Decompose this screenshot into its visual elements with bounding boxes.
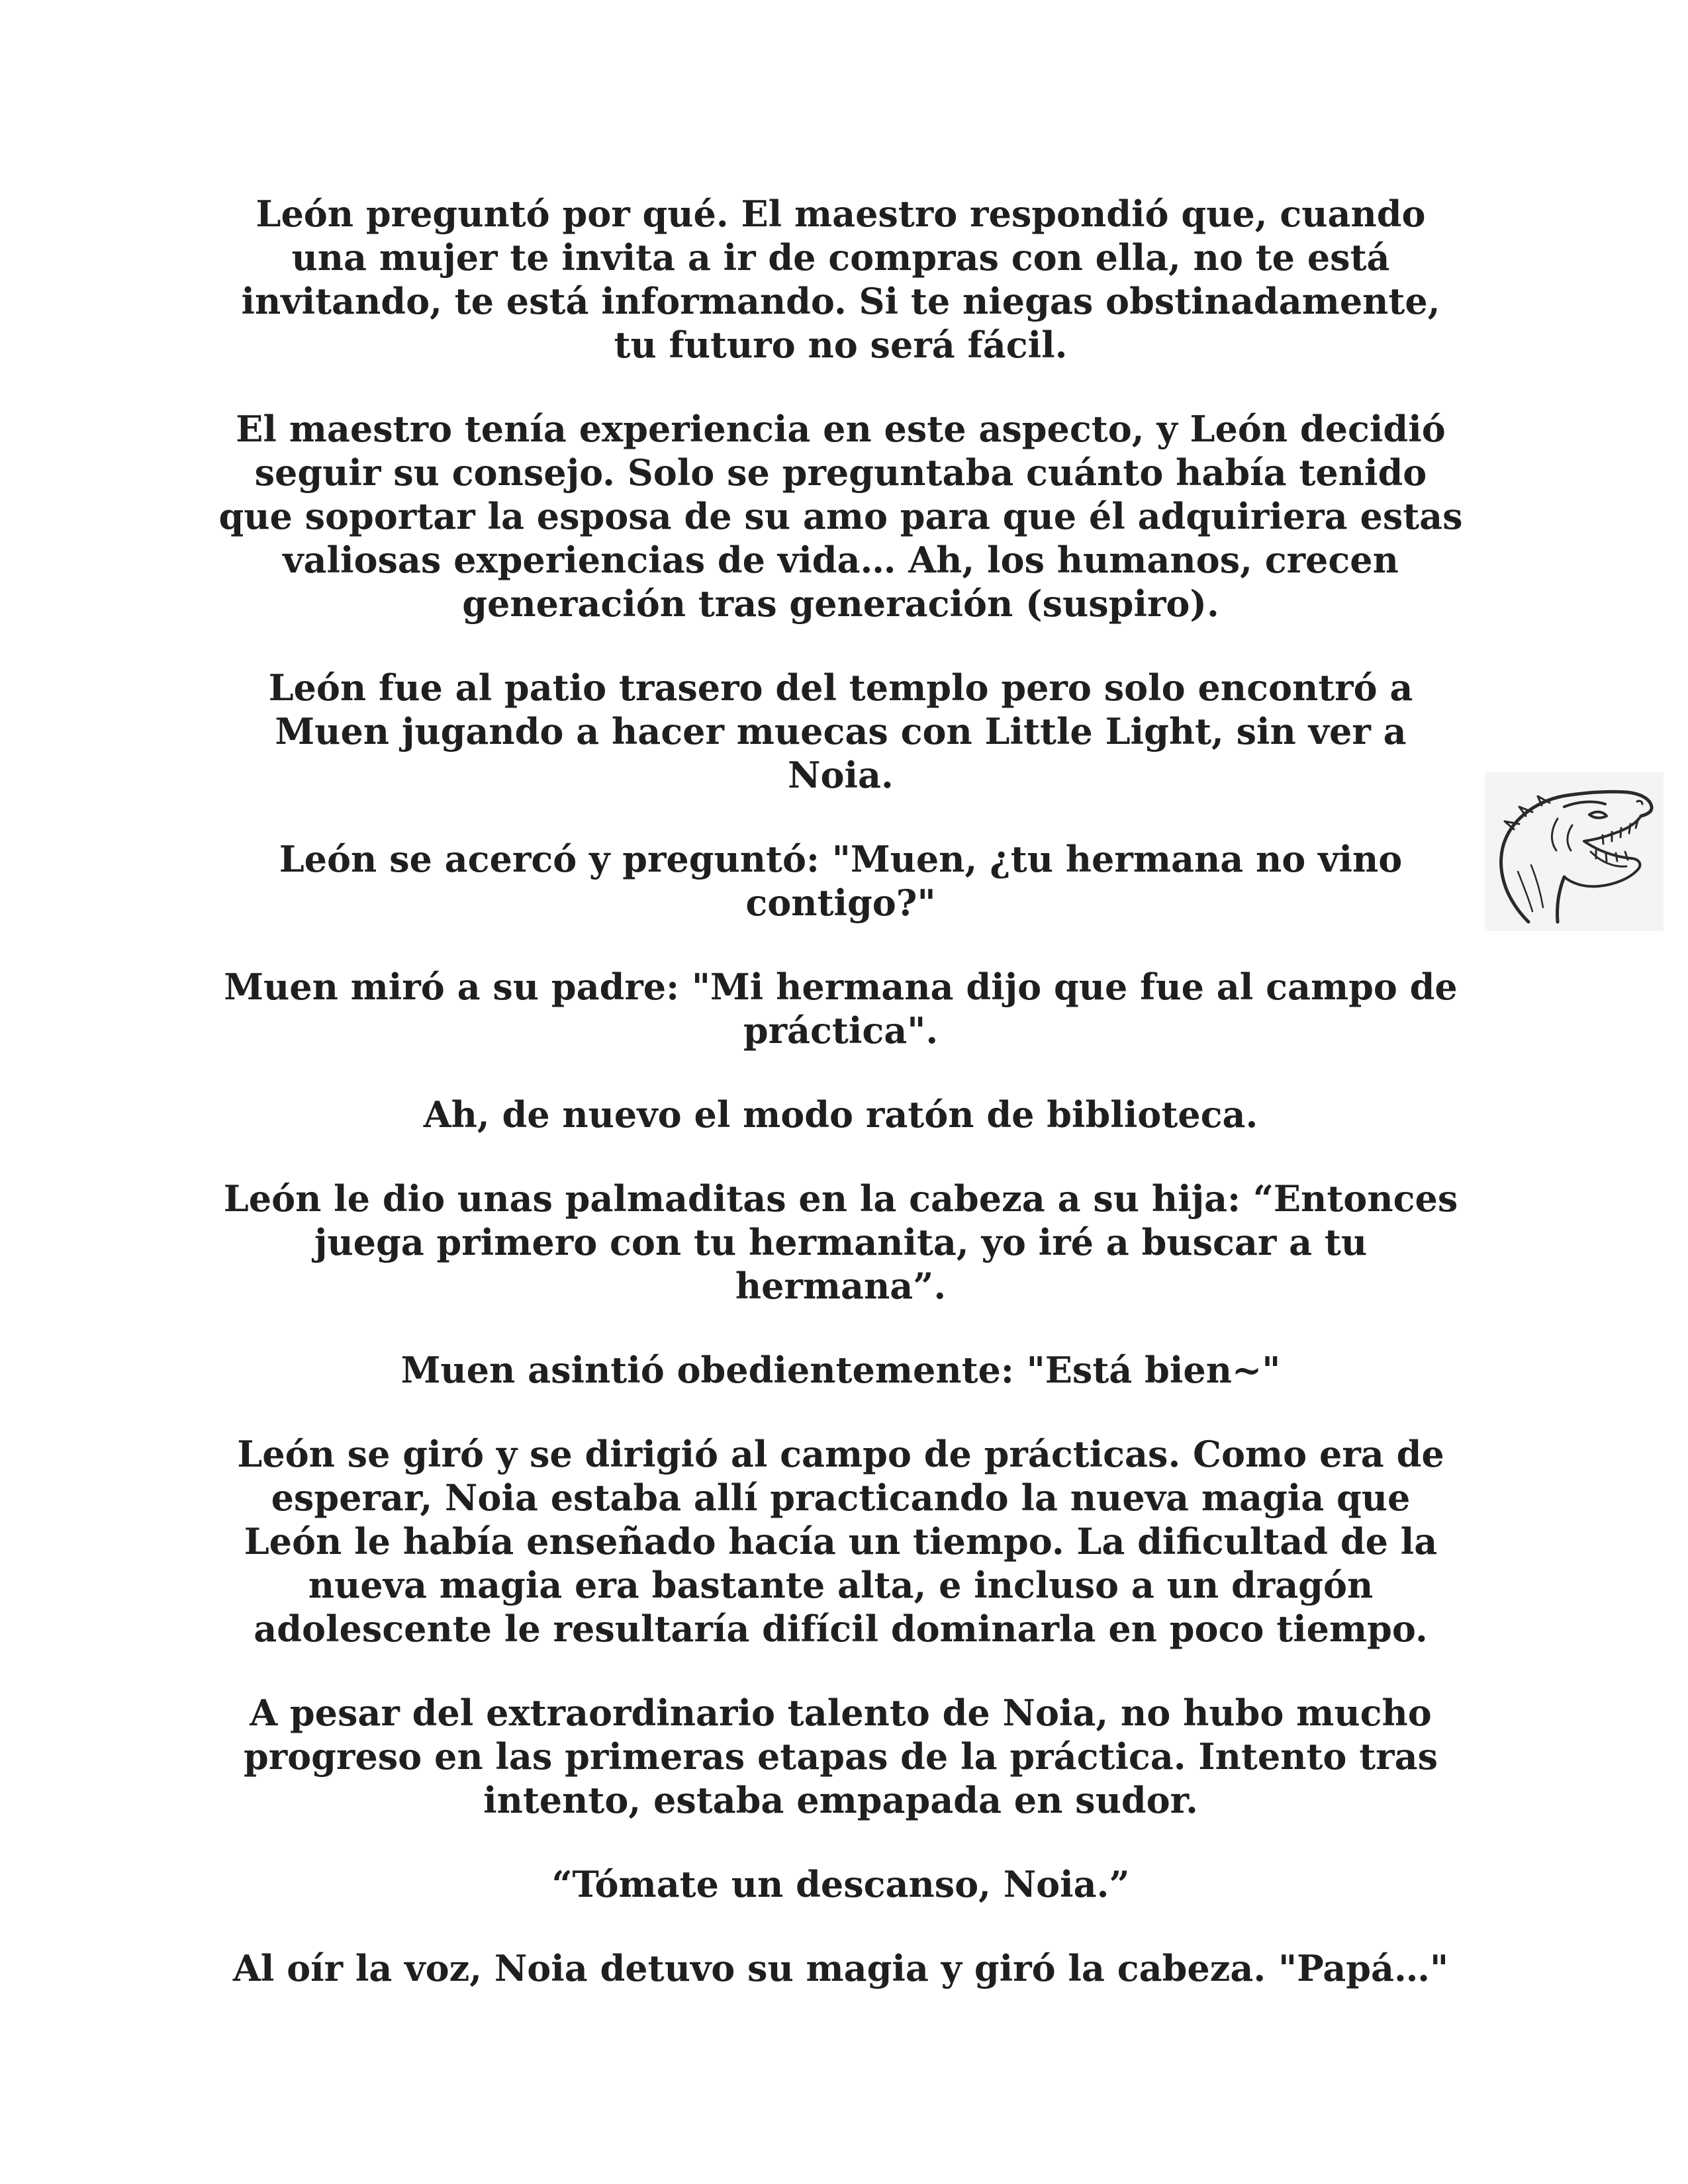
paragraph-12: Al oír la voz, Noia detuvo su magia y giró la cabeza. "Papá…" bbox=[232, 1947, 1449, 1989]
paragraph-2: El maestro tenía experiencia en este aspecto, y León decidió seguir su consejo. Solo se preguntaba cuánto había tenido que soportar la esposa de su amo para que él adquiriera estas valiosas experiencias de vida… Ah, los humanos, crecen generación tras generación (suspiro). bbox=[218, 408, 1463, 625]
paragraph-10: A pesar del extraordinario talento de Noia, no hubo mucho progreso en las primeras etapas de la práctica. Intento tras intento, estaba empapada en sudor. bbox=[243, 1692, 1438, 1821]
paragraph-9: León se giró y se dirigió al campo de prácticas. Como era de esperar, Noia estaba allí practicando la nueva magia que León le había enseñado hacía un tiempo. La dificultad de la nueva magia era bastante alta, e incluso a un dragón adolescente le resultaría difícil dominarla en poco tiempo. bbox=[237, 1433, 1444, 1650]
paragraph-8: Muen asintió obedientemente: "Está bien~" bbox=[400, 1349, 1281, 1391]
dragon-head-sketch-icon bbox=[1485, 772, 1664, 931]
paragraph-4: León se acercó y preguntó: "Muen, ¿tu hermana no vino contigo?" bbox=[279, 838, 1403, 924]
body-text bbox=[218, 192, 1463, 1990]
paragraph-3: León fue al patio trasero del templo pero solo encontró a Muen jugando a hacer muecas con Little Light, sin ver a Noia. bbox=[268, 666, 1413, 796]
paragraph-6: Ah, de nuevo el modo ratón de biblioteca. bbox=[423, 1093, 1258, 1136]
paragraph-11: “Tómate un descanso, Noia.” bbox=[551, 1863, 1130, 1905]
paragraph-1: León preguntó por qué. El maestro respondió que, cuando una mujer te invita a ir de compras con ella, no te está invitando, te está informando. Si te niegas obstinadamente, tu futuro no será fácil. bbox=[241, 193, 1440, 366]
paragraph-5: Muen miró a su padre: "Mi hermana dijo que fue al campo de práctica". bbox=[224, 966, 1458, 1052]
paragraph-7: León le dio unas palmaditas en la cabeza a su hija: “Entonces juega primero con tu hermanita, yo iré a buscar a tu hermana”. bbox=[223, 1177, 1458, 1307]
